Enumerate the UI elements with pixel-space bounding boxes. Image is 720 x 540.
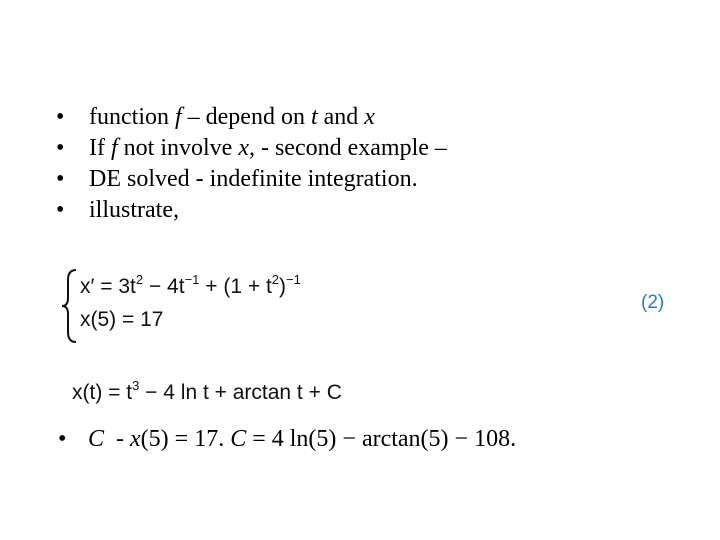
- text: − 4 ln t + arctan t + C: [139, 381, 342, 404]
- exponent: 2: [271, 272, 280, 287]
- text: If: [89, 135, 111, 161]
- exponent: −1: [184, 272, 200, 287]
- text: not involve: [117, 135, 239, 161]
- exponent: −1: [286, 272, 301, 287]
- var-x: x: [130, 426, 141, 452]
- solution-equation: [72, 378, 342, 405]
- text: + (1 + t: [199, 275, 272, 298]
- text: – depend on: [181, 104, 311, 130]
- var-x: x: [364, 104, 375, 130]
- text: function: [89, 104, 175, 130]
- text: ): [279, 275, 287, 298]
- bullet-item: [56, 102, 447, 133]
- exponent: 2: [135, 272, 144, 287]
- text: x(t) = t: [72, 381, 133, 404]
- var-f: f: [174, 104, 182, 130]
- left-brace: [60, 268, 80, 344]
- equation-line-2: x(5) = 17: [80, 308, 164, 331]
- var-f: f: [110, 135, 118, 161]
- text: and: [317, 104, 365, 130]
- bullet-list: [56, 102, 447, 226]
- text: DE solved - indefinite integration.: [89, 166, 418, 192]
- var-x: x: [238, 135, 249, 161]
- text: -: [104, 426, 131, 452]
- text: , - second example –: [248, 135, 447, 161]
- var-c: C: [230, 426, 247, 452]
- text: illustrate,: [89, 197, 179, 223]
- bullet-item: [56, 133, 447, 164]
- bullet-dot: •: [58, 426, 67, 452]
- bottom-bullet-item: [58, 426, 516, 453]
- bullet-item: [56, 195, 447, 226]
- equation-line-1: [80, 272, 301, 299]
- text: = 4 ln(5) − arctan(5) − 108.: [246, 426, 517, 452]
- bullet-item: [56, 164, 447, 195]
- exponent: 3: [132, 378, 140, 393]
- text: x′ = 3t: [80, 275, 136, 298]
- equation-system: [60, 266, 440, 346]
- equation-number: (2): [641, 292, 665, 313]
- var-c: C: [88, 426, 105, 452]
- text: − 4t: [143, 275, 185, 298]
- text: (5) = 17.: [140, 426, 231, 452]
- var-t: t: [310, 104, 318, 130]
